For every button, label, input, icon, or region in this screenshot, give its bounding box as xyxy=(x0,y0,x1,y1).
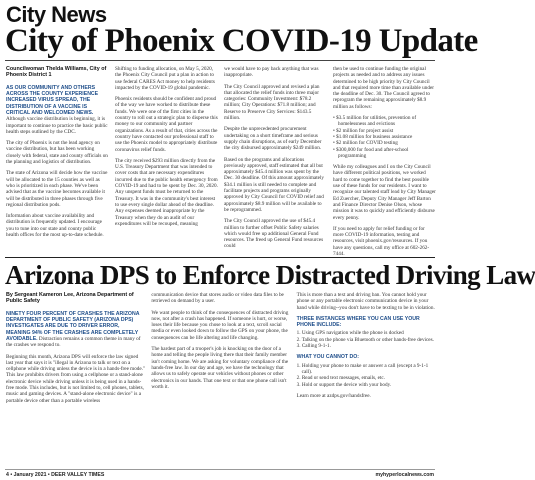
list-item: 2. Read or send text messages, emails, etc. xyxy=(296,375,385,382)
paragraph: While my colleagues and I on the City Council have different political positions, we worked hard to come together to find the best possible use of these funds for our residents. I want to recognize our talented staff lead by City Manager Ed Zuercher, Deputy City Manager Jeff Barton and Finance Director Denise Olson, whose mission it was to quickly and efficiently disburse every penny. xyxy=(333,164,436,221)
lead-rest: Distraction remains a common theme in many of the crashes we respond to. xyxy=(6,336,141,349)
list-item: • $2 million for project assist xyxy=(333,127,394,134)
list-item: 1. Using GPS navigation while the phone is docked xyxy=(296,330,404,337)
funding-list xyxy=(333,115,436,159)
paragraph: we would have to pay back anything that was inappropriate. xyxy=(224,66,319,79)
list-item: 2. Talking on the phone via Bluetooth or other hands-free devices. xyxy=(296,336,434,343)
headline-divider xyxy=(5,60,435,61)
byline-covid: Councilwoman Thelda Williams, City of Phoenix District 1 xyxy=(6,66,107,79)
article-dps-column-3 xyxy=(297,292,436,468)
section-label: City News xyxy=(6,2,107,27)
article-divider xyxy=(5,257,435,258)
footer-website: myhyperlocalnews.com xyxy=(375,472,434,478)
lead-rest: Although vaccine distribution is beginning, it is important to continue to practice the basic public health steps outlined by the CDC. xyxy=(6,116,108,135)
lead-in: AS OUR COMMUNITY AND OTHERS ACROSS THE COUNTY EXPERIENCE INCREASED VIRUS SPREAD, THE DISTRIBUTION OF A VACCINE IS CRITICAL AND WELCOMED NEWS. xyxy=(6,84,99,116)
article-dps-body xyxy=(6,292,436,468)
paragraph: Based on the programs and allocations previously approved, staff estimated that all but approximately $45.4 million was spent by the Dec. 30 deadline. Of this amount approximately $34.1 million is still needed to complete and facilitate projects and programs originally approved by City Council for COVID relief and approximately $8.9 million will be available to be reprogrammed. xyxy=(224,156,324,213)
paragraph: The City Council approved and revised a plan that allocated the relief funds into three major categories: Community Investment: $78.2 million; City Operations: $71.8 million; and Reserve to Preserve City Services: $143.5 million. xyxy=(224,83,320,122)
list-item: • $300,000 for food and after-school programming xyxy=(333,146,409,159)
paragraph xyxy=(6,85,109,135)
paragraph: Shifting to funding allocation, on May 5, 2020, the Phoenix City Council put a plan in action to use federal CARES Act money to help residents impacted by the COVID-19 global pandemic. xyxy=(115,66,215,91)
list-item: • $2 million for COVID testing xyxy=(333,140,398,147)
headline-distracted-driving: Arizona DPS to Enforce Distracted Driving Law xyxy=(5,260,535,290)
list-item: 3. Calling 9-1-1. xyxy=(296,343,331,350)
subheading-allowed: THREE INSTANCES WHERE YOU CAN USE YOUR PHONE INCLUDE: xyxy=(296,315,420,329)
paragraph: The hardest part of a trooper's job is knocking on the door of a home and telling the people living there that their family member isn't coming home. We are asking for voluntary compliance of the hands-free law. In our day and age, we have the technology that allows us to safely operate our vehicles without phones or other electronics in our hands. That one text or that one phone call isn't worth it. xyxy=(151,346,289,390)
paragraph: Beginning this month, Arizona DPS will enforce the law signed last year that says it is "illegal in Arizona to talk or text on a cellphone while driving unless the device is in a hands-free mode." This law prohibits drivers from using a cellphone or a stand-alone electronic device while driving unless it is being used in a hands-free mode. This includes, but is not limited to, cell phones, tablets, music and gaming devices. A "stand-alone electronic device" is a portable device other than a portable wireless xyxy=(6,353,146,404)
article-covid-column-3 xyxy=(224,66,327,256)
paragraph: then be used to continue funding the original projects as needed and to address any issues determined to be high priority by City Council and that required more time than available under the deadline of Dec. 30. The Council agreed to reprogram the remaining approximately $8.9 million as follows: xyxy=(333,66,434,110)
paragraph: The city received $293 million directly from the U.S. Treasury Department that was intended to cover costs that are necessary expenditures incurred due to the public health emergency from COVID-19 and had to be spent by Dec. 30, 2020. Any unspent funds must be returned to the Treasury. It was in the community's best interest to use every single dollar ahead of the deadline. Any expenses deemed inappropriate by the Treasury when they do an audit of our expenditures will be recouped, meaning xyxy=(115,157,218,227)
paragraph: Phoenix residents should be confident and proud of the way we have worked to distribute these funds. We were one of the first cities in the country to roll out a strategic plan to disperse this money to our community and partner organizations. As a result of that, cities across the country have contacted our professional staff to use the Phoenix model to appropriately distribute coronavirus relief funds. xyxy=(115,96,218,153)
article-covid-body xyxy=(6,66,436,256)
paragraph: Information about vaccine availability and distribution is frequently updated. I encourage you to tune into our state and county public health offices for the most up-to-date schedule. xyxy=(6,213,104,239)
page-footer xyxy=(6,471,434,479)
allowed-list xyxy=(297,330,436,349)
list-item: 3. Hold or support the device with your body. xyxy=(296,381,392,388)
article-dps-column-1 xyxy=(6,292,145,468)
paragraph: communication device that stores audio or video data files to be retrieved on demand by a user. xyxy=(151,292,284,305)
headline-covid-update: City of Phoenix COVID-19 Update xyxy=(5,23,478,59)
list-item: • $3.5 million for utilities, prevention of homelessness and evictions xyxy=(333,115,417,128)
paragraph: We want people to think of the consequences of distracted driving now, not after a crash has happened. If someone is hurt, or worse, loses their life because you chose to look at a text, scroll social media or even looked down to follow the GPS on your phone, the consequences can be life altering and life changing. xyxy=(151,309,289,341)
article-dps-column-2 xyxy=(151,292,290,468)
byline-dps: By Sergeant Kameron Lee, Arizona Department of Public Safety xyxy=(6,292,134,305)
lead-in: NINETY FOUR PERCENT OF CRASHES THE ARIZONA DEPARTMENT OF PUBLIC SAFETY (ARIZONA DPS) INVESTIGATES ARE DUE TO DRIVER ERROR, MEANING 94% OF THE CRASHES ARE COMPLETELY AVOIDABLE. xyxy=(6,310,140,342)
paragraph: The state of Arizona will decide how the vaccine will be allocated to the 15 counties as well as who is prioritized in each phase. We've been advised that as the vaccine becomes available it will be distributed in three phases through five regional distribution pods. xyxy=(6,170,108,208)
paragraph: This is more than a text and driving ban. You cannot hold your phone or any portable electronic communication device in your hand while driving--you don't have to be texting to be in violation. xyxy=(296,292,435,311)
article-covid-column-4 xyxy=(333,66,436,256)
paragraph: Learn more at azdps.gov/handsfree. xyxy=(296,392,371,399)
subheading-not-allowed: WHAT YOU CANNOT DO: xyxy=(296,354,359,361)
not-allowed-list xyxy=(297,363,436,388)
paragraph: The City Council approved the use of $45.4 million to further offset Public Safety salaries which would free up additional General Fund resources. The freed up General Fund resources could xyxy=(224,218,324,250)
footer-divider xyxy=(5,469,435,470)
paragraph: If you need to apply for relief funding or for more COVID-19 information, testing and resources, visit phoenix.gov/resources. If you have any questions, call my office at 602-262-7444. xyxy=(333,225,430,258)
article-covid-column-1 xyxy=(6,66,109,256)
article-covid-column-2 xyxy=(115,66,218,256)
footer-folio: 4 • January 2021 • DEER VALLEY TIMES xyxy=(6,472,105,478)
list-item: 1. Holding your phone to make or answer a call (except a 9-1-1 call). xyxy=(296,362,429,375)
list-item: • $1.08 million for business assistance xyxy=(333,133,413,140)
paragraph xyxy=(6,311,145,349)
paragraph: Despite the unprecedented procurement undertaking on a short timeframe and serious supply chain disruptions, as of early December the city disbursed approximately $249 million. xyxy=(224,126,322,152)
paragraph: The city of Phoenix is not the lead agency on vaccine distribution, but has been working closely with federal, state and county officials on the planning and logistics of distribution. xyxy=(6,140,108,166)
